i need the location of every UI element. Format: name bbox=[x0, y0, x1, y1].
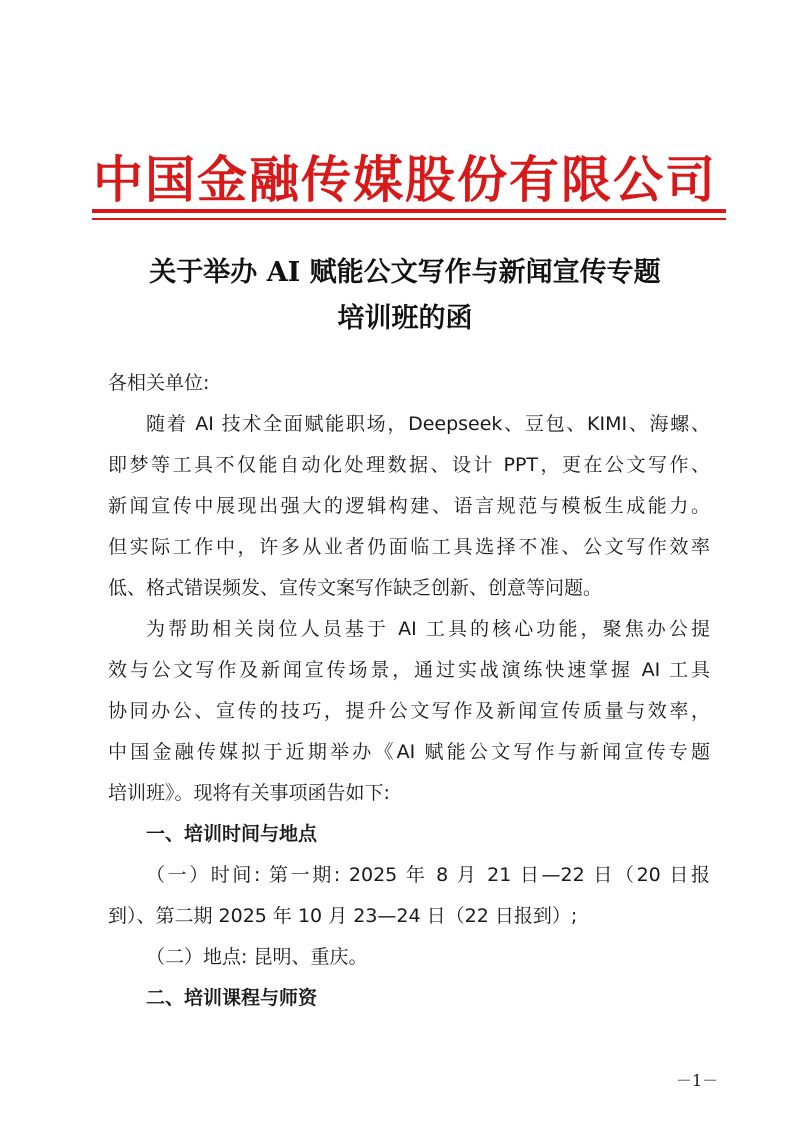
letterhead-rule-thick bbox=[92, 209, 726, 213]
paragraph-1-line: 随着 AI 技术全面赋能职场，Deepseek、豆包、KIMI、海螺、 bbox=[146, 413, 710, 435]
section-1-heading: 一、培训时间与地点 bbox=[146, 823, 318, 845]
section-1-time-line: 到）、第二期 2025 年 10 月 23—24 日（22 日报到）; bbox=[108, 905, 578, 927]
paragraph-2-line: 培训班》。现将有关事项函告如下: bbox=[108, 782, 390, 804]
page-number: －1－ bbox=[676, 1071, 719, 1090]
section-1-location: （二）地点: 昆明、重庆。 bbox=[146, 946, 368, 968]
section-1-time-line: （一）时间: 第一期: 2025 年 8 月 21 日—22 日（20 日报 bbox=[146, 864, 710, 886]
section-2-heading-text: 二、培训课程与师资 bbox=[146, 987, 318, 1009]
paragraph-2-line: 为帮助相关岗位人员基于 AI 工具的核心功能，聚焦办公提 bbox=[146, 618, 710, 640]
paragraph-1-line: 低、格式错误频发、宣传文案写作缺乏创新、创意等问题。 bbox=[108, 577, 603, 599]
paragraph-2-line: 协同办公、宣传的技巧，提升公文写作及新闻宣传质量与效率， bbox=[108, 700, 710, 722]
section-2-heading bbox=[108, 983, 710, 1013]
paragraph-1-line: 新闻宣传中展现出强大的逻辑构建、语言规范与模板生成能力。 bbox=[108, 495, 710, 517]
paragraph-1-line: 即梦等工具不仅能自动化处理数据、设计 PPT，更在公文写作、 bbox=[108, 454, 710, 476]
paragraph-1-line: 但实际工作中，许多从业者仍面临工具选择不准、公文写作效率 bbox=[108, 536, 710, 558]
paragraph-2-line: 效与公文写作及新闻宣传场景，通过实战演练快速掌握 AI 工具 bbox=[108, 659, 710, 681]
letterhead-rule-thin bbox=[92, 218, 726, 220]
title-line-1: 关于举办 AI 赋能公文写作与新闻宣传专题 bbox=[149, 257, 661, 288]
salutation: 各相关单位: bbox=[108, 372, 210, 394]
document-body bbox=[108, 368, 710, 988]
document-title bbox=[0, 250, 810, 342]
letterhead-org-name: 中国金融传媒股份有限公司 bbox=[93, 150, 717, 209]
title-line-2: 培训班的函 bbox=[337, 303, 473, 334]
paragraph-2-line: 中国金融传媒拟于近期举办《AI 赋能公文写作与新闻宣传专题 bbox=[108, 741, 710, 763]
